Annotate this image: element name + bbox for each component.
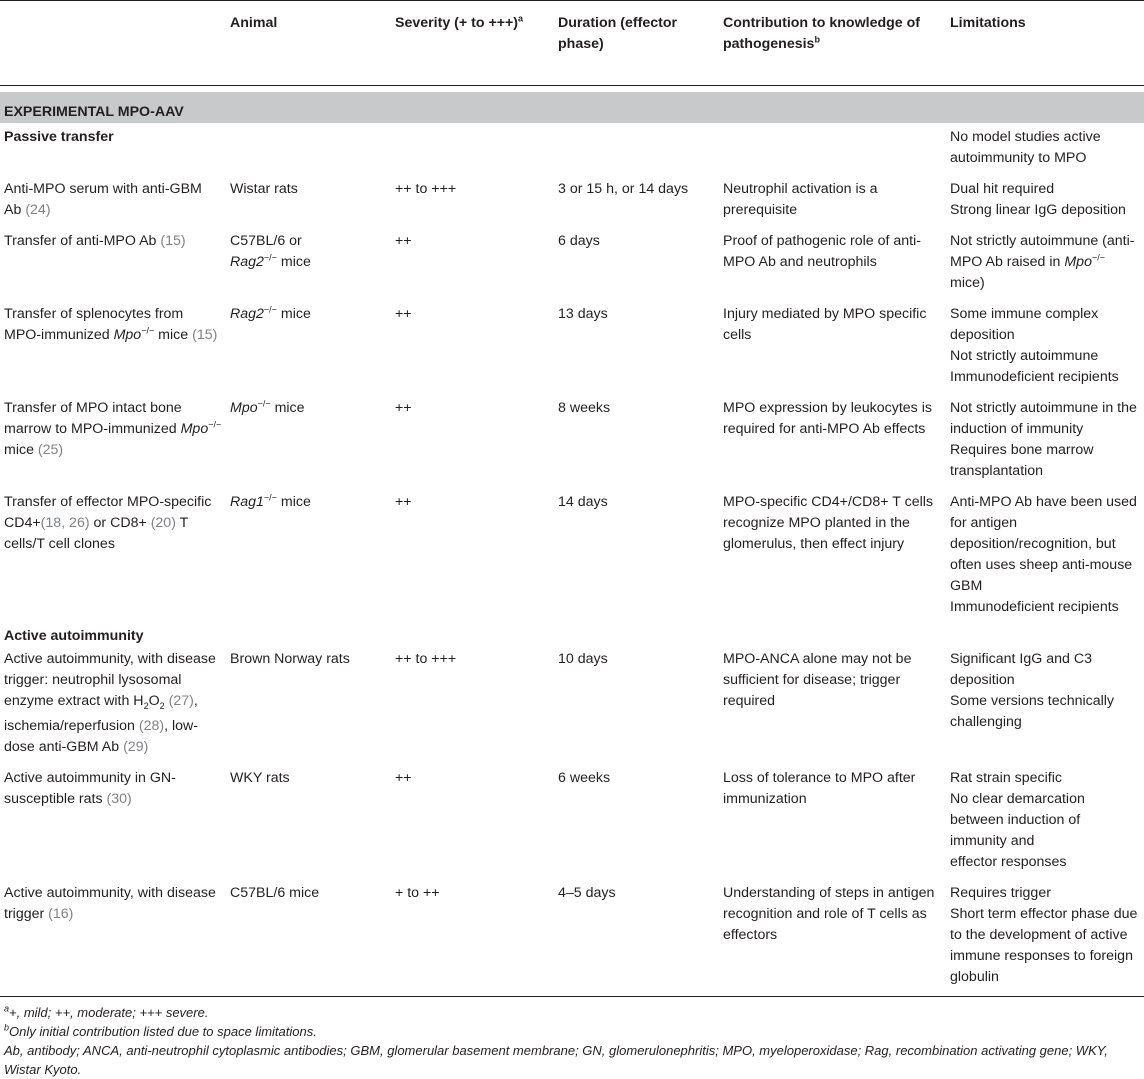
animal-cell: Wistar rats bbox=[230, 180, 298, 197]
limitations-cell bbox=[946, 762, 1144, 877]
model-text: Transfer of splenocytes from MPO-immunized bbox=[4, 305, 184, 343]
footnote-a bbox=[4, 1003, 1144, 1022]
gene-sup: −/− bbox=[257, 397, 271, 408]
gene-sup: −/− bbox=[141, 324, 155, 335]
table-header bbox=[0, 1, 1144, 86]
animal-cell bbox=[226, 486, 391, 622]
gene-name: Mpo bbox=[230, 399, 258, 416]
subsection-active bbox=[0, 622, 1144, 647]
table-row bbox=[0, 762, 1144, 877]
subsection-passive-title: Passive transfer bbox=[4, 128, 114, 145]
model-text: or CD8+ bbox=[89, 514, 151, 531]
table-row bbox=[0, 392, 1144, 486]
subsection-passive-limitation: No model studies active autoimmunity to MPO bbox=[950, 128, 1101, 166]
header-duration: Duration (effector phase) bbox=[554, 1, 719, 86]
header-animal: Animal bbox=[226, 1, 391, 86]
limitation-line: Some versions technically challenging bbox=[950, 692, 1115, 730]
severity-cell: ++ bbox=[395, 232, 412, 249]
gene-sup: −/− bbox=[263, 251, 277, 262]
limitation-line: Immunodeficient recipients bbox=[950, 368, 1119, 385]
model-text: Active autoimmunity in GN-susceptible rats bbox=[4, 770, 176, 808]
model-text: Anti-MPO serum with anti-GBM Ab bbox=[4, 180, 202, 218]
contribution-cell: Proof of pathogenic role of anti-MPO Ab and neutrophils bbox=[723, 232, 921, 270]
model-text: Transfer of effector MPO-specific CD4+ bbox=[4, 493, 212, 531]
severity-cell: ++ bbox=[395, 399, 412, 416]
ref-link[interactable]: (15) bbox=[160, 232, 186, 249]
model-cell bbox=[0, 392, 226, 486]
limitations-cell bbox=[946, 486, 1144, 622]
header-contribution-label: Contribution to knowledge of pathogenesis bbox=[723, 15, 921, 52]
limitation-line: Not strictly autoimmune in the induction of immunity bbox=[950, 399, 1137, 437]
gene-name: Mpo bbox=[180, 420, 209, 437]
model-cell bbox=[0, 173, 226, 225]
ref-link[interactable]: (27) bbox=[168, 692, 194, 709]
table-footnotes bbox=[0, 996, 1144, 1079]
gene-sup: −/− bbox=[208, 418, 222, 429]
model-cell: Active autoimmunity, with disease trigger: neutrophil lysosomal enzyme extract with $H_2O_2$ (27), ischemia/reperfusion (28), low-dose anti-GBM Ab (29) bbox=[4, 650, 216, 756]
limitations-cell bbox=[946, 392, 1144, 486]
animal-cell: Brown Norway rats bbox=[230, 650, 350, 667]
subscript: 2 bbox=[143, 700, 149, 711]
animal-suffix: mice bbox=[270, 399, 305, 416]
subsection-passive bbox=[0, 123, 1144, 173]
ref-link[interactable]: (16) bbox=[48, 906, 74, 923]
animal-cell: C57BL/6 mice bbox=[230, 885, 320, 902]
contribution-cell: Neutrophil activation is a prerequisite bbox=[723, 180, 878, 218]
header-severity-label: Severity (+ to +++) bbox=[395, 15, 519, 31]
model-suffix: T cells/T cell clones bbox=[4, 514, 189, 552]
animal-cell bbox=[226, 225, 391, 298]
model-text: Active autoimmunity, with disease trigger: neutrophil lysosomal enzyme extract with H bbox=[4, 650, 216, 709]
animal-cell bbox=[226, 392, 391, 486]
footnote-b bbox=[4, 1022, 1144, 1041]
severity-cell: ++ bbox=[395, 305, 412, 322]
footnote-abbreviations: Ab, antibody; ANCA, anti-neutrophil cytoplasmic antibodies; GBM, glomerular basement membrane; GN, glomerulonephritis; MPO, myeloperoxidase; Rag, recombination activating gene; WKY, Wistar Kyoto. bbox=[4, 1043, 1108, 1078]
ref-link[interactable]: (25) bbox=[37, 441, 64, 458]
model-text: Active autoimmunity, with disease trigger bbox=[4, 885, 216, 923]
duration-cell: 13 days bbox=[558, 305, 608, 322]
limitation-line: Significant IgG and C3 deposition bbox=[950, 650, 1092, 688]
model-cell bbox=[0, 298, 226, 392]
footnote-text: Only initial contribution listed due to space limitations. bbox=[9, 1024, 317, 1040]
limitation-line: Immunodeficient recipients bbox=[950, 598, 1119, 615]
contribution-cell: MPO expression by leukocytes is required for anti-MPO Ab effects bbox=[723, 399, 932, 437]
ref-link[interactable]: (29) bbox=[123, 739, 149, 756]
severity-cell: ++ to +++ bbox=[395, 180, 457, 197]
header-contribution bbox=[719, 1, 946, 86]
model-text: Transfer of anti-MPO Ab bbox=[4, 232, 157, 249]
severity-cell: ++ bbox=[395, 770, 412, 787]
table-row bbox=[0, 486, 1144, 622]
model-text: low-dose anti-GBM Ab bbox=[4, 718, 198, 756]
limitation-line: Short term effector phase due to the development of active immune responses to foreign globulin bbox=[950, 906, 1138, 986]
table-row bbox=[0, 173, 1144, 225]
ref-link[interactable]: (20) bbox=[150, 514, 176, 531]
table-row bbox=[0, 225, 1144, 298]
duration-cell: 8 weeks bbox=[558, 399, 611, 416]
ref-link[interactable]: (30) bbox=[106, 791, 132, 808]
section-band bbox=[0, 92, 1144, 123]
footnote-mark: a bbox=[4, 1004, 10, 1014]
limitation-line: Anti-MPO Ab have been used for antigen deposition/recognition, but often uses sheep anti-mouse GBM bbox=[950, 493, 1137, 594]
limitation-suffix: mice) bbox=[950, 274, 985, 291]
gene-sup: −/− bbox=[263, 491, 277, 502]
header-contribution-sup: b bbox=[814, 34, 820, 45]
table-row bbox=[0, 647, 1144, 763]
animal-text: C57BL/6 or bbox=[230, 232, 302, 249]
model-cell bbox=[0, 486, 226, 622]
duration-cell: 6 weeks bbox=[558, 770, 611, 787]
gene-name: Mpo bbox=[113, 326, 142, 343]
contribution-cell: MPO-specific CD4+/CD8+ T cells recognize MPO planted in the glomerulus, then effect injury bbox=[723, 493, 933, 552]
footnote-mark: b bbox=[4, 1023, 10, 1033]
duration-cell: 3 or 15 h, or 14 days bbox=[558, 180, 689, 197]
contribution-cell: Loss of tolerance to MPO after immunization bbox=[723, 770, 916, 808]
subsection-active-title: Active autoimmunity bbox=[4, 627, 144, 644]
contribution-cell: Injury mediated by MPO specific cells bbox=[723, 305, 927, 343]
animal-suffix: mice bbox=[276, 305, 311, 322]
limitation-line: Not strictly autoimmune bbox=[950, 347, 1099, 364]
limitation-line: Strong linear IgG deposition bbox=[950, 201, 1126, 218]
duration-cell: 10 days bbox=[558, 650, 608, 667]
header-model bbox=[0, 1, 226, 86]
model-cell bbox=[0, 877, 226, 992]
gene-sup: −/− bbox=[1091, 251, 1105, 262]
limitation-line: Rat strain specific bbox=[950, 770, 1062, 787]
model-cell bbox=[0, 762, 226, 877]
contribution-cell: Understanding of steps in antigen recognition and role of T cells as effectors bbox=[723, 885, 935, 944]
model-text: ischemia/reperfusion bbox=[4, 718, 139, 735]
severity-cell: ++ to +++ bbox=[395, 650, 457, 667]
animal-cell: WKY rats bbox=[230, 770, 290, 787]
limitation-line: effector responses bbox=[950, 854, 1067, 871]
footnote-text: +, mild; ++, moderate; +++ severe. bbox=[9, 1005, 209, 1021]
limitations-cell bbox=[946, 298, 1144, 392]
model-suffix: mice bbox=[4, 441, 34, 458]
table-row bbox=[0, 877, 1144, 992]
limitations-cell bbox=[946, 173, 1144, 225]
limitation-line: No clear demarcation between induction of immunity and bbox=[950, 791, 1085, 850]
severity-cell: + to ++ bbox=[395, 885, 440, 902]
ref-link[interactable]: (15) bbox=[192, 326, 218, 343]
ref-link[interactable]: (18, 26) bbox=[40, 514, 90, 531]
table-row bbox=[0, 298, 1144, 392]
duration-cell: 14 days bbox=[558, 493, 608, 510]
model-text: O bbox=[148, 692, 160, 709]
header-severity bbox=[391, 1, 554, 86]
limitations-cell bbox=[946, 877, 1144, 992]
gene-name: Rag2 bbox=[230, 305, 264, 322]
model-suffix: mice bbox=[158, 326, 189, 343]
duration-cell: 6 days bbox=[558, 232, 600, 249]
limitation-line: Requires bone marrow transplantation bbox=[950, 441, 1094, 479]
header-limitations: Limitations bbox=[946, 1, 1144, 86]
header-severity-sup: a bbox=[518, 13, 524, 24]
severity-cell: ++ bbox=[395, 493, 412, 510]
ref-link[interactable]: (24) bbox=[25, 201, 51, 218]
limitation-line: Requires trigger bbox=[950, 885, 1051, 902]
gene-name: Mpo bbox=[1064, 253, 1092, 270]
gene-name: Rag2 bbox=[230, 253, 264, 270]
subscript: 2 bbox=[159, 700, 165, 711]
limitation-line: Dual hit required bbox=[950, 180, 1055, 197]
limitations-cell bbox=[946, 225, 1144, 298]
animal-suffix: mice bbox=[276, 253, 311, 270]
duration-cell: 4–5 days bbox=[558, 885, 616, 902]
limitation-line: Some immune complex deposition bbox=[950, 305, 1099, 343]
gene-sup: −/− bbox=[263, 303, 277, 314]
limitation-text: Not strictly autoimmune (anti-MPO Ab raised in bbox=[950, 232, 1135, 270]
gene-name: Rag1 bbox=[230, 493, 264, 510]
limitations-cell bbox=[946, 647, 1144, 763]
model-cell bbox=[0, 225, 226, 298]
animal-cell bbox=[226, 298, 391, 392]
model-text: Transfer of MPO intact bone marrow to MPO-immunized bbox=[4, 399, 182, 437]
contribution-cell: MPO-ANCA alone may not be sufficient for disease; trigger required bbox=[723, 650, 912, 709]
animal-suffix: mice bbox=[276, 493, 311, 510]
ref-link[interactable]: (28) bbox=[138, 718, 165, 735]
section-title: EXPERIMENTAL MPO-AAV bbox=[0, 92, 1144, 123]
